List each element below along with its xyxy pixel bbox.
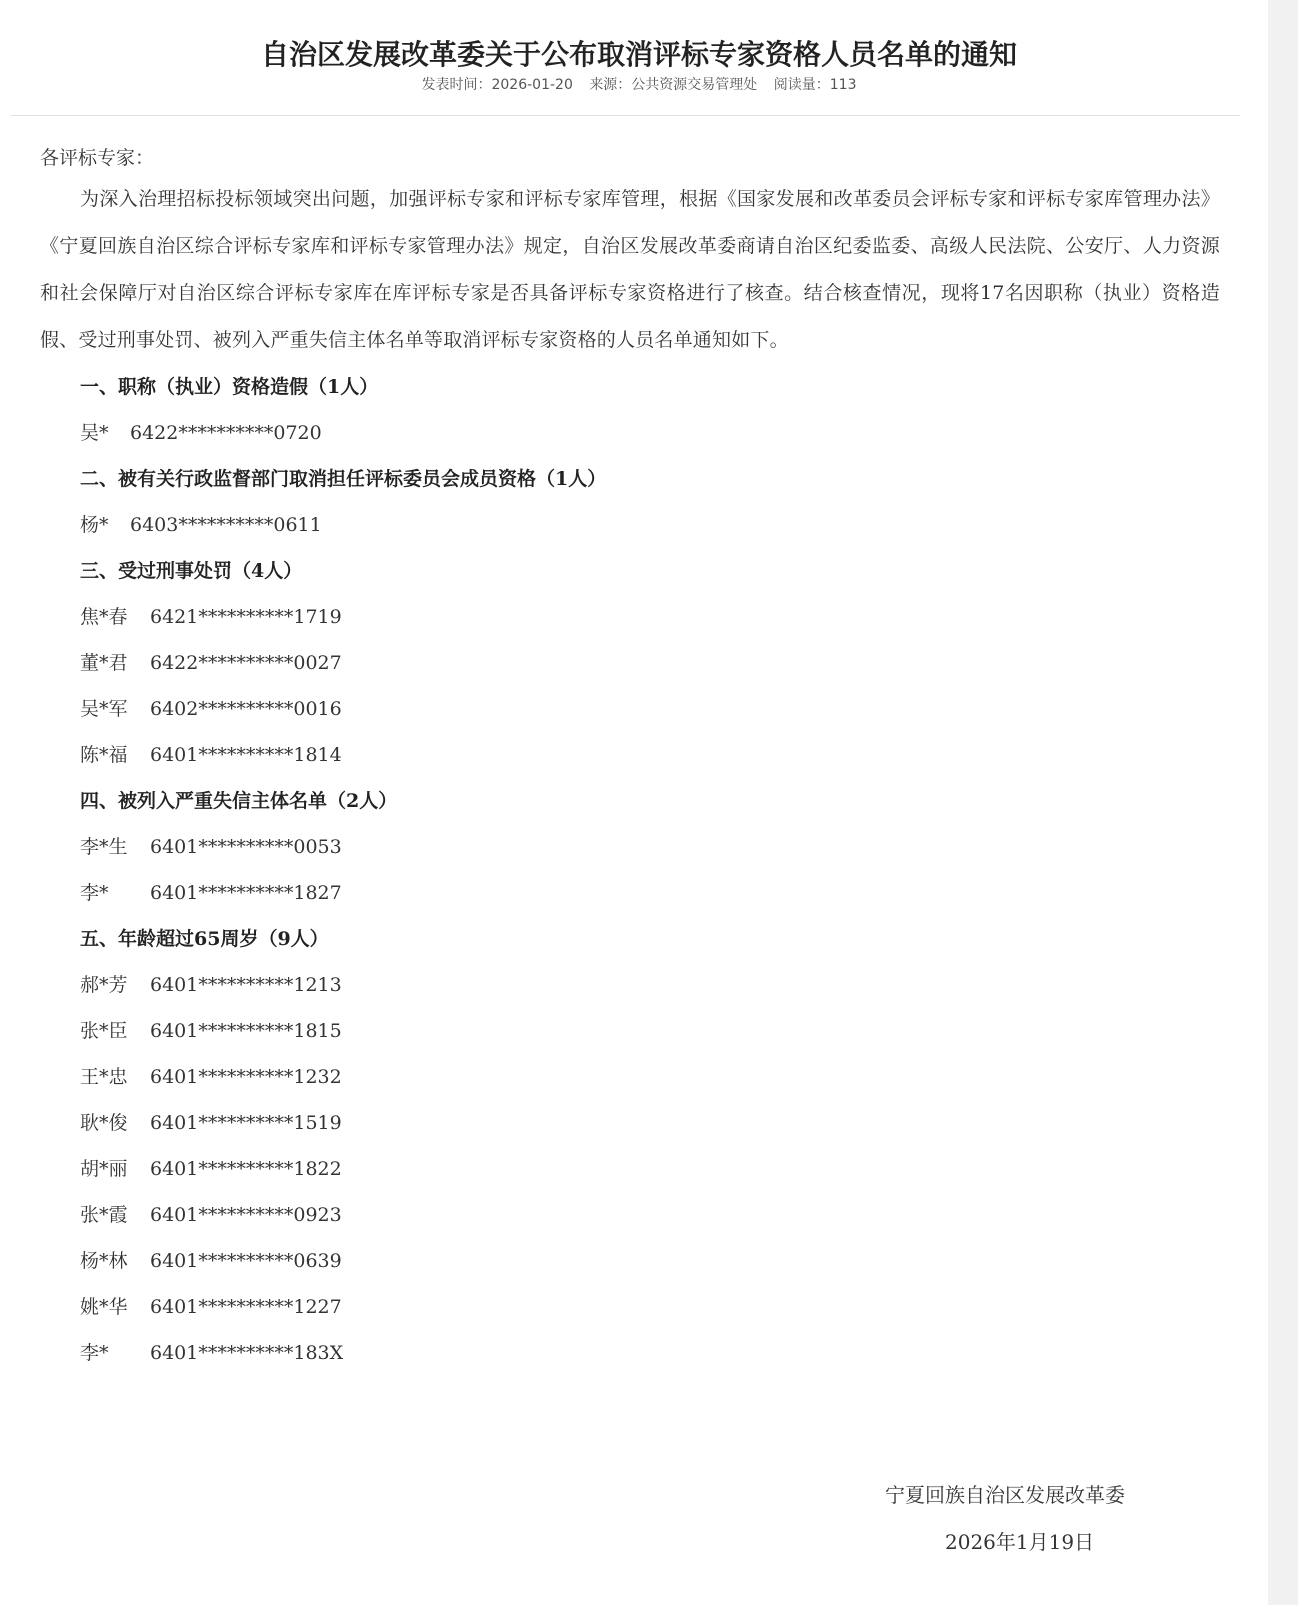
list-item (40, 1284, 1220, 1330)
list-item (40, 594, 1220, 640)
article-body (40, 140, 1220, 1376)
view-count: 阅读量：113 (773, 77, 857, 93)
id-number: 6401**********0053 (150, 836, 342, 858)
list-item (40, 1054, 1220, 1100)
intro-paragraph: 为深入治理招标投标领域突出问题，加强评标专家和评标专家库管理，根据《国家发展和改革委员会评标专家和评标专家库管理办法》《宁夏回族自治区综合评标专家库和评标专家管理办法》规定，自治区发展改革委商请自治区纪委监委、高级人民法院、公安厅、人力资源和社会保障厅对自治区综合评标专家库在库评标专家是否具备评标专家资格进行了核查。结合核查情况，现将17名因职称（执业）资格造假、受过刑事处罚、被列入严重失信主体名单等取消评标专家资格的人员名单通知如下。 (40, 188, 1220, 351)
person-name: 王*忠 (80, 1066, 128, 1088)
list-item (40, 732, 1220, 778)
salutation: 各评标专家： (40, 147, 155, 169)
list-item (40, 410, 1220, 456)
scrollbar-thumb[interactable] (1282, 0, 1290, 1605)
section-heading: 四、被列入严重失信主体名单（2人） (80, 790, 398, 812)
person-name: 李*生 (80, 836, 128, 858)
person-name: 焦*春 (80, 606, 128, 628)
sections (40, 364, 1220, 1376)
title-divider (10, 115, 1240, 116)
article-meta (10, 74, 1268, 96)
list-item (40, 870, 1220, 916)
person-name: 杨* (80, 514, 109, 536)
id-number: 6401**********1227 (150, 1296, 342, 1318)
person-name: 郝*芳 (80, 974, 128, 996)
id-number: 6401**********1827 (150, 882, 342, 904)
section-heading: 五、年龄超过65周岁（9人） (80, 928, 329, 950)
id-number: 6401**********1815 (150, 1020, 342, 1042)
page-title: 自治区发展改革委关于公布取消评标专家资格人员名单的通知 (260, 37, 1017, 71)
person-name: 吴* (80, 422, 109, 444)
id-number: 6401**********183X (150, 1342, 344, 1364)
list-item (40, 502, 1220, 548)
person-name: 陈*福 (80, 744, 128, 766)
id-number: 6401**********1822 (150, 1158, 342, 1180)
person-name: 姚*华 (80, 1296, 128, 1318)
section-heading: 一、职称（执业）资格造假（1人） (80, 376, 379, 398)
list-item (40, 962, 1220, 1008)
person-name: 李* (80, 882, 109, 904)
signature-org-text: 宁夏回族自治区发展改革委 (885, 1483, 1125, 1507)
id-number: 6401**********0639 (150, 1250, 342, 1272)
id-number: 6422**********0027 (150, 652, 342, 674)
person-name: 张*臣 (80, 1020, 128, 1042)
person-name: 董*君 (80, 652, 128, 674)
article (10, 0, 1268, 1605)
person-name: 胡*丽 (80, 1158, 128, 1180)
person-name: 李* (80, 1342, 109, 1364)
list-item (40, 1100, 1220, 1146)
list-item (40, 1146, 1220, 1192)
publish-time: 发表时间：2026-01-20 (421, 77, 573, 93)
scrollbar[interactable] (1268, 0, 1298, 1605)
person-name: 耿*俊 (80, 1112, 128, 1134)
person-name: 杨*林 (80, 1250, 128, 1272)
id-number: 6402**********0016 (150, 698, 342, 720)
id-number: 6401**********1232 (150, 1066, 342, 1088)
list-item (40, 1192, 1220, 1238)
list-item (40, 1330, 1220, 1376)
id-number: 6422**********0720 (130, 422, 322, 444)
list-item (40, 1238, 1220, 1284)
list-item (40, 1008, 1220, 1054)
id-number: 6403**********0611 (130, 514, 322, 536)
list-item (40, 640, 1220, 686)
list-item (40, 686, 1220, 732)
id-number: 6401**********1213 (150, 974, 342, 996)
section-heading: 三、受过刑事处罚（4人） (80, 560, 303, 582)
id-number: 6421**********1719 (150, 606, 342, 628)
id-number: 6401**********0923 (150, 1204, 342, 1226)
person-name: 吴*军 (80, 698, 128, 720)
section-heading: 二、被有关行政监督部门取消担任评标委员会成员资格（1人） (80, 468, 607, 490)
list-item (40, 824, 1220, 870)
signature-date-text: 2026年1月19日 (945, 1530, 1095, 1554)
source: 来源：公共资源交易管理处 (589, 77, 758, 93)
person-name: 张*霞 (80, 1204, 128, 1226)
id-number: 6401**********1814 (150, 744, 342, 766)
id-number: 6401**********1519 (150, 1112, 342, 1134)
